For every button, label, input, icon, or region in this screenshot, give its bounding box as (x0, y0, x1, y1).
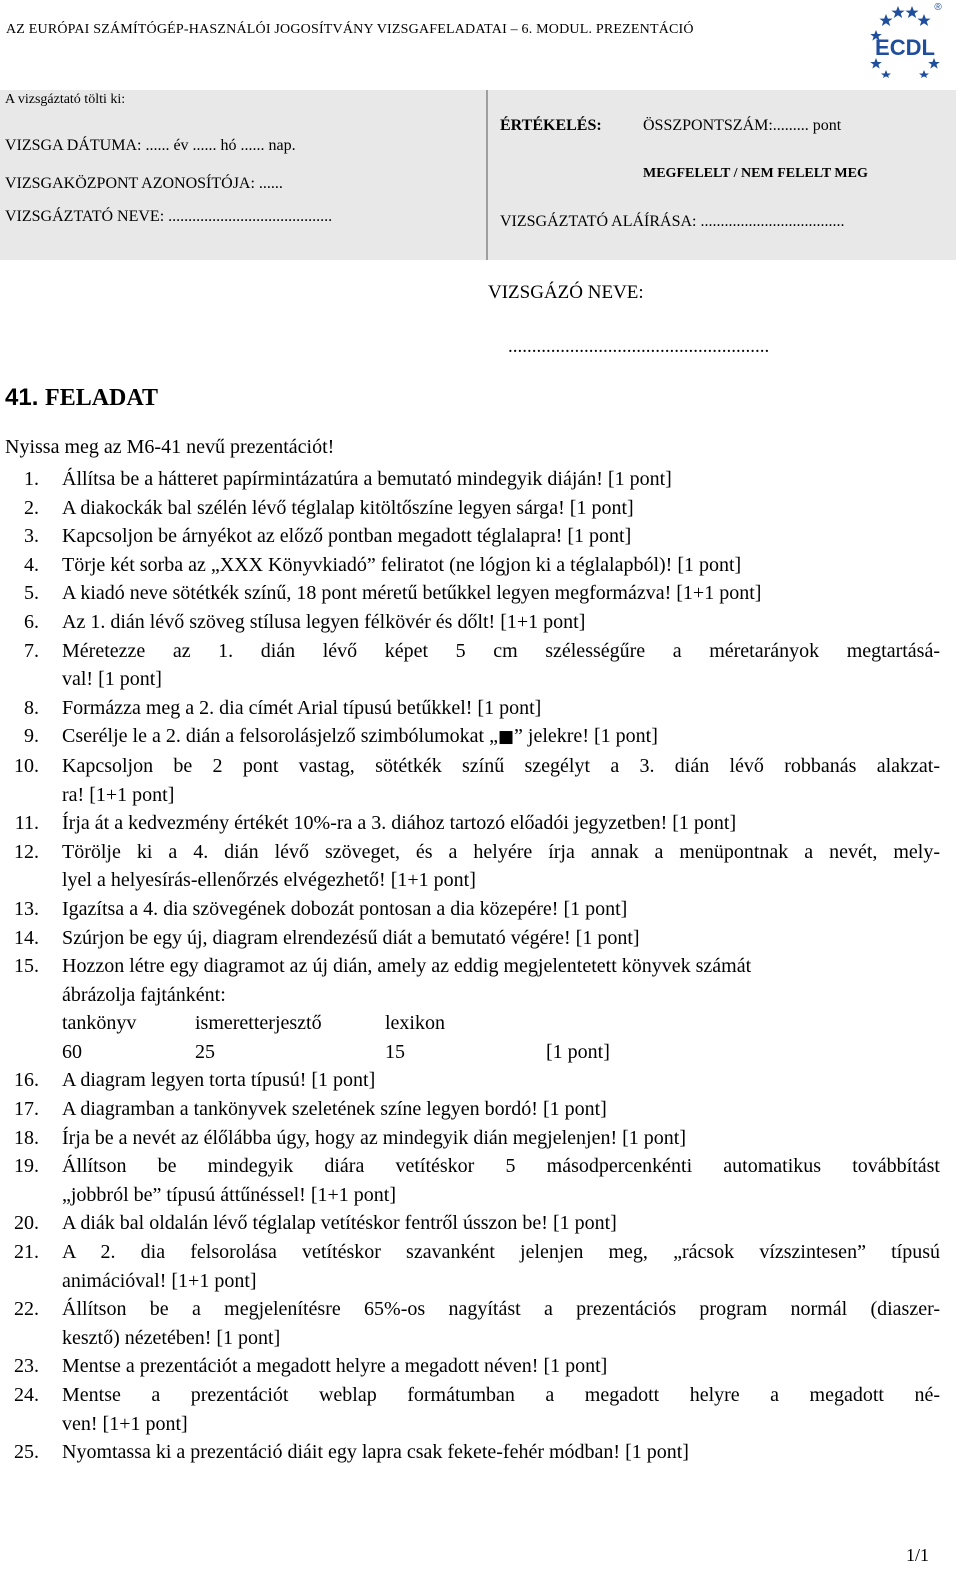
list-item (0, 1066, 960, 1095)
item-number: 2. (24, 496, 39, 519)
item-text: Igazítsa a 4. dia szövegének dobozát pontosan a dia közepére! [1 pont] (62, 897, 628, 920)
item-text: Nyomtassa ki a prezentáció diáit egy lapra csak fekete-fehér módban! [1 pont] (62, 1441, 689, 1464)
item-text (62, 1295, 940, 1352)
table-header: lexikon (385, 1012, 445, 1035)
item-text-part: Cserélje le a 2. dián a felsorolásjelző szimbólumokat „ (62, 725, 498, 748)
logo-text: ECDL (875, 35, 935, 60)
list-item (0, 522, 960, 551)
list-item (0, 809, 960, 838)
item-number: 17. (14, 1098, 39, 1121)
item-text-line: Méretezze az 1. dián lévő képet 5 cm szélességűre a méretarányok megtartásá- (62, 639, 940, 662)
item-text (62, 1238, 940, 1295)
item-text (62, 838, 940, 895)
item-text (62, 952, 940, 1066)
list-item (0, 1209, 960, 1238)
item-text: A diakockák bal szélén lévő téglalap kitöltőszíne legyen sárga! [1 pont] (62, 496, 634, 519)
header-title: AZ EURÓPAI SZÁMÍTÓGÉP-HASZNÁLÓI JOGOSÍTVÁNY VIZSGAFELADATAI – 6. MODUL. PREZENTÁCIÓ (6, 22, 694, 37)
item-text-line: A 2. dia felsorolása vetítéskor szavanként jelenjen meg, „rácsok vízszintesen” típusú (62, 1241, 940, 1264)
item-text-line: animációval! [1+1 pont] (62, 1269, 257, 1292)
item-number: 9. (24, 725, 39, 748)
list-item (0, 924, 960, 953)
table-empty (546, 1009, 646, 1038)
list-item (0, 722, 960, 752)
item-text: A diák bal oldalán lévő téglalap vetítéskor fentről ússzon be! [1 pont] (62, 1212, 617, 1235)
item-number: 12. (14, 840, 39, 863)
item-text-line: ra! [1+1 pont] (62, 783, 175, 806)
table-cell: 15 (385, 1040, 405, 1063)
item-text: A diagramban a tankönyvek szeletének színe legyen bordó! [1 pont] (62, 1098, 607, 1121)
task-word: FELADAT (45, 385, 158, 411)
table-points: [1 pont] (546, 1040, 610, 1063)
item-text (62, 1381, 940, 1438)
item-number: 13. (14, 897, 39, 920)
list-item (0, 494, 960, 523)
item-number: 10. (14, 754, 39, 777)
ecdl-logo (862, 0, 942, 78)
list-item (0, 838, 960, 895)
registered-mark: ® (934, 2, 942, 13)
item-number: 21. (14, 1241, 39, 1264)
item-number: 22. (14, 1298, 39, 1321)
item-number: 7. (24, 639, 39, 662)
filled-by-label: A vizsgáztató tölti ki: (5, 92, 126, 107)
item-text-part: ” jelekre! [1 pont] (514, 725, 658, 748)
list-item (0, 1295, 960, 1352)
list-item (0, 952, 960, 1066)
item-text-line: val! [1 pont] (62, 668, 162, 691)
list-item (0, 1124, 960, 1153)
examiner-signature-field: VIZSGÁZTATÓ ALÁÍRÁSA: .................................... (500, 213, 845, 230)
item-text: Írja át a kedvezmény értékét 10%-ra a 3. diához tartozó előadói jegyzetben! [1 pont] (62, 812, 737, 835)
task-intro: Nyissa meg az M6-41 nevű prezentációt! (5, 436, 335, 458)
item-text (62, 637, 940, 694)
examiner-name-field: VIZSGÁZTATÓ NEVE: ......................................... (5, 208, 333, 225)
list-item (0, 1095, 960, 1124)
result-field: MEGFELELT / NEM FELELT MEG (643, 166, 868, 181)
item-number: 1. (24, 468, 39, 490)
list-item (0, 465, 960, 494)
item-text-line: „jobbról be” típusú áttűnéssel! [1+1 pont] (62, 1183, 396, 1206)
table-header: tankönyv (62, 1012, 137, 1035)
list-item (0, 551, 960, 580)
item-number: 15. (14, 955, 39, 978)
list-item (0, 637, 960, 694)
list-item (0, 1352, 960, 1381)
list-item (0, 579, 960, 608)
item-text: Szúrjon be egy új, diagram elrendezésű diát a bemutató végére! [1 pont] (62, 926, 640, 949)
list-item (0, 895, 960, 924)
item-text: Írja be a nevét az élőlábba úgy, hogy az mindegyik dián megjelenjen! [1 pont] (62, 1126, 687, 1149)
item-number: 24. (14, 1384, 39, 1406)
task-number: 41. (5, 384, 39, 411)
item-number: 18. (14, 1126, 39, 1149)
item-text-line: Állítson be a megjelenítésre 65%-os nagyítást a prezentációs program normál (diaszer- (62, 1298, 940, 1321)
table-cell: 25 (195, 1040, 215, 1063)
list-item (0, 694, 960, 723)
item-number: 14. (14, 926, 39, 949)
item-number: 20. (14, 1212, 39, 1235)
list-item (0, 1238, 960, 1295)
item-text-line: lyel a helyesírás-ellenőrzés elvégezhető! [1+1 pont] (62, 869, 476, 892)
item-text: Formázza meg a 2. dia címét Arial típusú betűkkel! [1 pont] (62, 696, 542, 719)
evaluation-label: ÉRTÉKELÉS: (500, 117, 602, 134)
item-text-line: Kapcsoljon be 2 pont vastag, sötétkék színű szegélyt a 3. dián lévő robbanás alakzat- (62, 754, 940, 777)
item-number: 8. (24, 696, 39, 719)
item-number: 6. (24, 610, 39, 633)
exam-date-field: VIZSGA DÁTUMA: ...... év ...... hó ...... nap. (5, 137, 296, 154)
task-title (5, 384, 158, 412)
item-number: 4. (24, 553, 39, 576)
item-text: A kiadó neve sötétkék színű, 18 pont méretű betűkkel legyen megformázva! [1+1 pont] (62, 582, 762, 605)
candidate-name-dots: ....................................................... (508, 336, 770, 357)
item-text: Kapcsoljon be árnyékot az előző pontban megadott téglalapra! [1 pont] (62, 525, 632, 548)
item-number: 3. (24, 525, 39, 548)
item-text-line: Mentse a prezentációt weblap formátumban a megadott helyre a megadott né- (62, 1384, 940, 1406)
list-item (0, 608, 960, 637)
item-text-line: Törölje ki a 4. dián lévő szöveget, és a helyére írja annak a menüpontnak a nevét, mely- (62, 840, 940, 863)
item-number: 19. (14, 1155, 39, 1178)
item-number: 5. (24, 582, 39, 605)
item-text-line: Hozzon létre egy diagramot az új dián, amely az eddig megjelentetett könyvek számát (62, 955, 752, 978)
total-score-field: ÖSSZPONTSZÁM:......... pont (643, 117, 842, 134)
list-item (0, 1152, 960, 1209)
item-text: Törje két sorba az „XXX Könyvkiadó” feliratot (ne lógjon ki a téglalapból)! [1 pont] (62, 553, 742, 576)
task-list (0, 465, 960, 1467)
table-cell: 60 (62, 1040, 82, 1063)
item-text: Mentse a prezentációt a megadott helyre a megadott néven! [1 pont] (62, 1355, 608, 1378)
list-item (0, 1438, 960, 1467)
candidate-name-label: VIZSGÁZÓ NEVE: (488, 282, 644, 303)
table-header: ismeretterjesztő (195, 1012, 322, 1035)
item-text (62, 722, 940, 752)
item-text-line: ven! [1+1 pont] (62, 1412, 188, 1435)
item-number: 25. (14, 1441, 39, 1464)
page-header (0, 0, 960, 80)
item-number: 11. (14, 812, 39, 835)
item-text: Az 1. dián lévő szöveg stílusa legyen félkövér és dőlt! [1+1 pont] (62, 610, 586, 633)
item-text: Állítsa be a hátteret papírmintázatúra a bemutató mindegyik diáján! [1 pont] (62, 468, 672, 490)
item-text-line: ábrázolja fajtánként: (62, 983, 226, 1006)
item-text-line: Állítson be mindegyik diára vetítéskor 5 másodpercenkénti automatikus továbbítást (62, 1155, 940, 1178)
item-text: A diagram legyen torta típusú! [1 pont] (62, 1069, 376, 1092)
list-item (0, 752, 960, 809)
list-item (0, 1381, 960, 1438)
item-text (62, 752, 940, 809)
page-number: 1/1 (906, 1545, 930, 1565)
item-text (62, 1152, 940, 1209)
square-bullet-icon: ■ (497, 727, 515, 748)
item-number: 16. (14, 1069, 39, 1092)
item-number: 23. (14, 1355, 39, 1378)
book-count-table (62, 1009, 940, 1066)
center-id-field: VIZSGAKÖZPONT AZONOSÍTÓJA: ...... (5, 175, 283, 192)
item-text-line: kesztő) nézetében! [1 pont] (62, 1326, 281, 1349)
